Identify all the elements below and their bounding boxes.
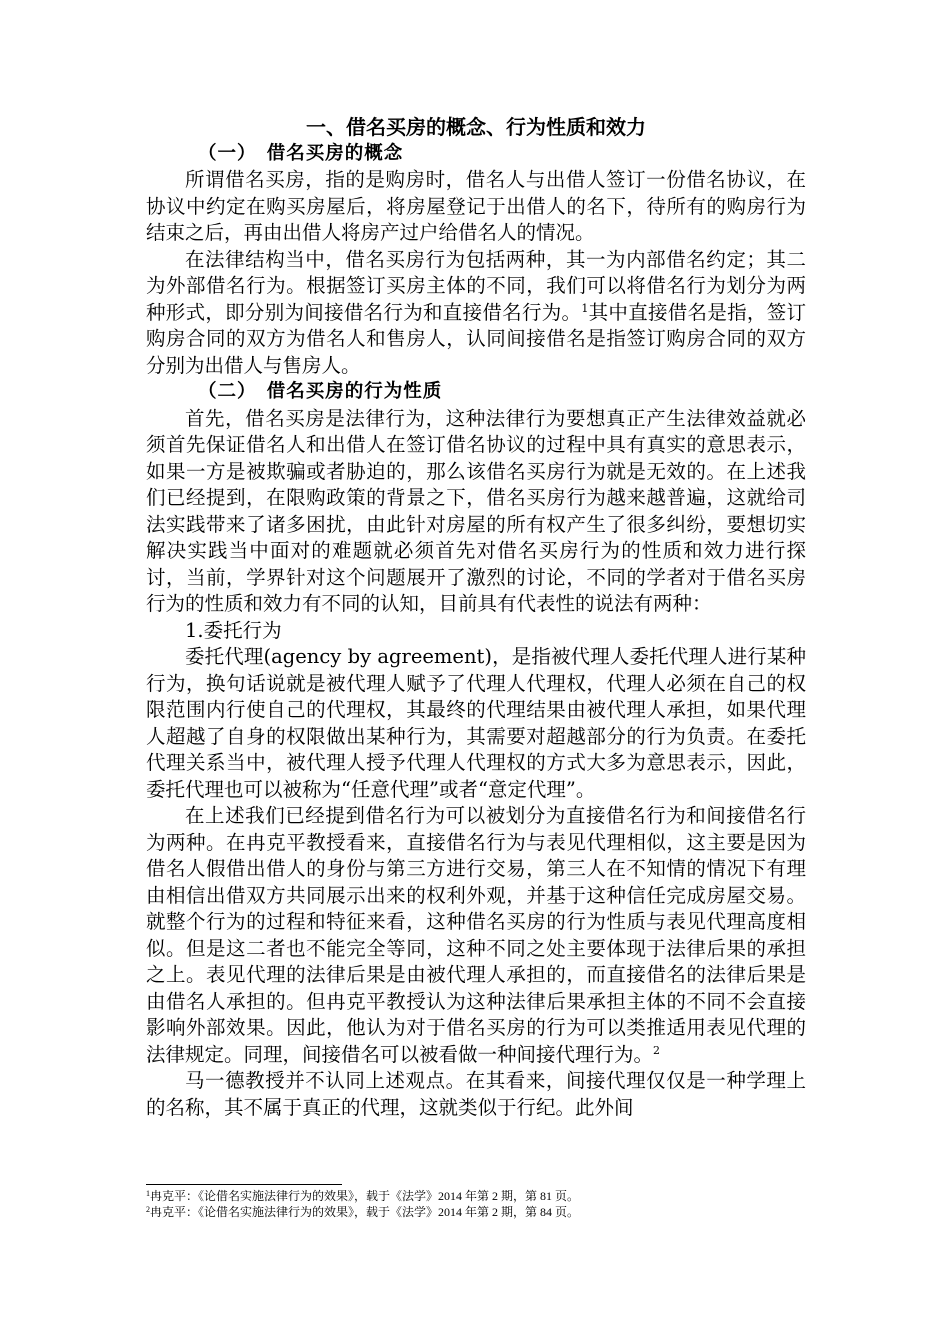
document-body (146, 114, 806, 1121)
paragraph-legal-act: 首先，借名买房是法律行为，这种法律行为要想真正产生法律效益就必须首先保证借名人和出借人在签订借名协议的过程中具有真实的意思表示，如果一方是被欺骗或者胁迫的，那么该借名买房行为就是无效的。在上述我们已经提到，在限购政策的背景之下，借名买房行为越来越普遍，这就给司法实践带来了诸多困扰，由此针对房屋的所有权产生了很多纠纷，要想切实解决实践当中面对的难题就必须首先对借名买房行为的性质和效力进行探讨，当前，学界针对这个问题展开了激烈的讨论，不同的学者对于借名买房行为的性质和效力有不同的认知，目前具有代表性的说法有两种： (146, 406, 806, 615)
footnote-mark: 1 (146, 1189, 150, 1198)
footnote-text: 冉克平：《论借名实施法律行为的效果》，载于《法学》2014 年第 2 期，第 81 页。 (150, 1189, 580, 1203)
paragraph-text: 其中直接借名是指，签订购房合同的双方为借名人和售房人，认同间接借名是指签订购房合同的双方分别为出借人与售房人。 (146, 300, 806, 377)
footnote (146, 1188, 806, 1204)
footnote-mark: 2 (146, 1205, 150, 1214)
paragraph-definition: 所谓借名买房，指的是购房时，借名人与出借人签订一份借名协议，在协议中约定在购买房屋后，将房屋登记于出借人的名下，待所有的购房行为结束之后，再由出借人将房产过户给借名人的情况。 (146, 168, 806, 244)
footnote-separator (146, 1184, 342, 1185)
subsection-heading-concept: （一） 借名买房的概念 (198, 142, 404, 164)
footnote-ref-1: 1 (581, 301, 589, 315)
footnotes (146, 1188, 806, 1220)
section-title: 一、借名买房的概念、行为性质和效力 (306, 115, 646, 139)
paragraph-counterview: 马一德教授并不认同上述观点。在其看来，间接代理仅仅是一种学理上的名称，其不属于真正的代理，这就类似于行纪。此外间 (146, 1069, 806, 1119)
paragraph-legal-structure (146, 247, 806, 380)
footnote (146, 1204, 806, 1220)
subsection-heading-nature: （二） 借名买房的行为性质 (198, 381, 443, 402)
list-item-title: 1.委托行为 (185, 618, 282, 642)
footnote-ref-2: 2 (653, 1043, 661, 1057)
paragraph-text: 在法律结构当中，借名买房行为包括两种，其一为内部借名约定；其二为外部借名行为。根据签订买房主体的不同，我们可以将借名行为划分为两种形式，即分别为间接借名行为和直接借名行为。 (146, 247, 806, 324)
paragraph-direct-indirect (146, 803, 806, 1068)
footnote-text: 冉克平：《论借名实施法律行为的效果》，载于《法学》2014 年第 2 期，第 84 页。 (150, 1205, 580, 1219)
paragraph-agency: 委托代理(agency by agreement)，是指被代理人委托代理人进行某种行为，换句话说就是被代理人赋予了代理人代理权，代理人必须在自己的权限范围内行使自己的代理权，其最终的代理结果由被代理人承担，如果代理人超越了自身的权限做出某种行为，其需要对超越部分的行为负责。在委托代理关系当中，被代理人授予代理人代理权的方式大多为意思表示，因此，委托代理也可以被称为“任意代理”或者“意定代理”。 (146, 645, 806, 801)
paragraph-text: 在上述我们已经提到借名行为可以被划分为直接借名行为和间接借名行为两种。在冉克平教授看来，直接借名行为与表见代理相似，这主要是因为借名人假借出借人的身份与第三方进行交易，第三人在不知情的情况下有理由相信出借双方共同展示出来的权利外观，并基于这种信任完成房屋交易。就整个行为的过程和特征来看，这种借名买房的行为性质与表见代理高度相似。但是这二者也不能完全等同，这种不同之处主要体现于法律后果的承担之上。表见代理的法律后果是由被代理人承担的，而直接借名的法律后果是由借名人承担的。但冉克平教授认为这种法律后果承担主体的不同不会直接影响外部效果。因此，他认为对于借名买房的行为可以类推适用表见代理的法律规定。同理，间接借名可以被看做一种间接代理行为。 (146, 804, 806, 1066)
